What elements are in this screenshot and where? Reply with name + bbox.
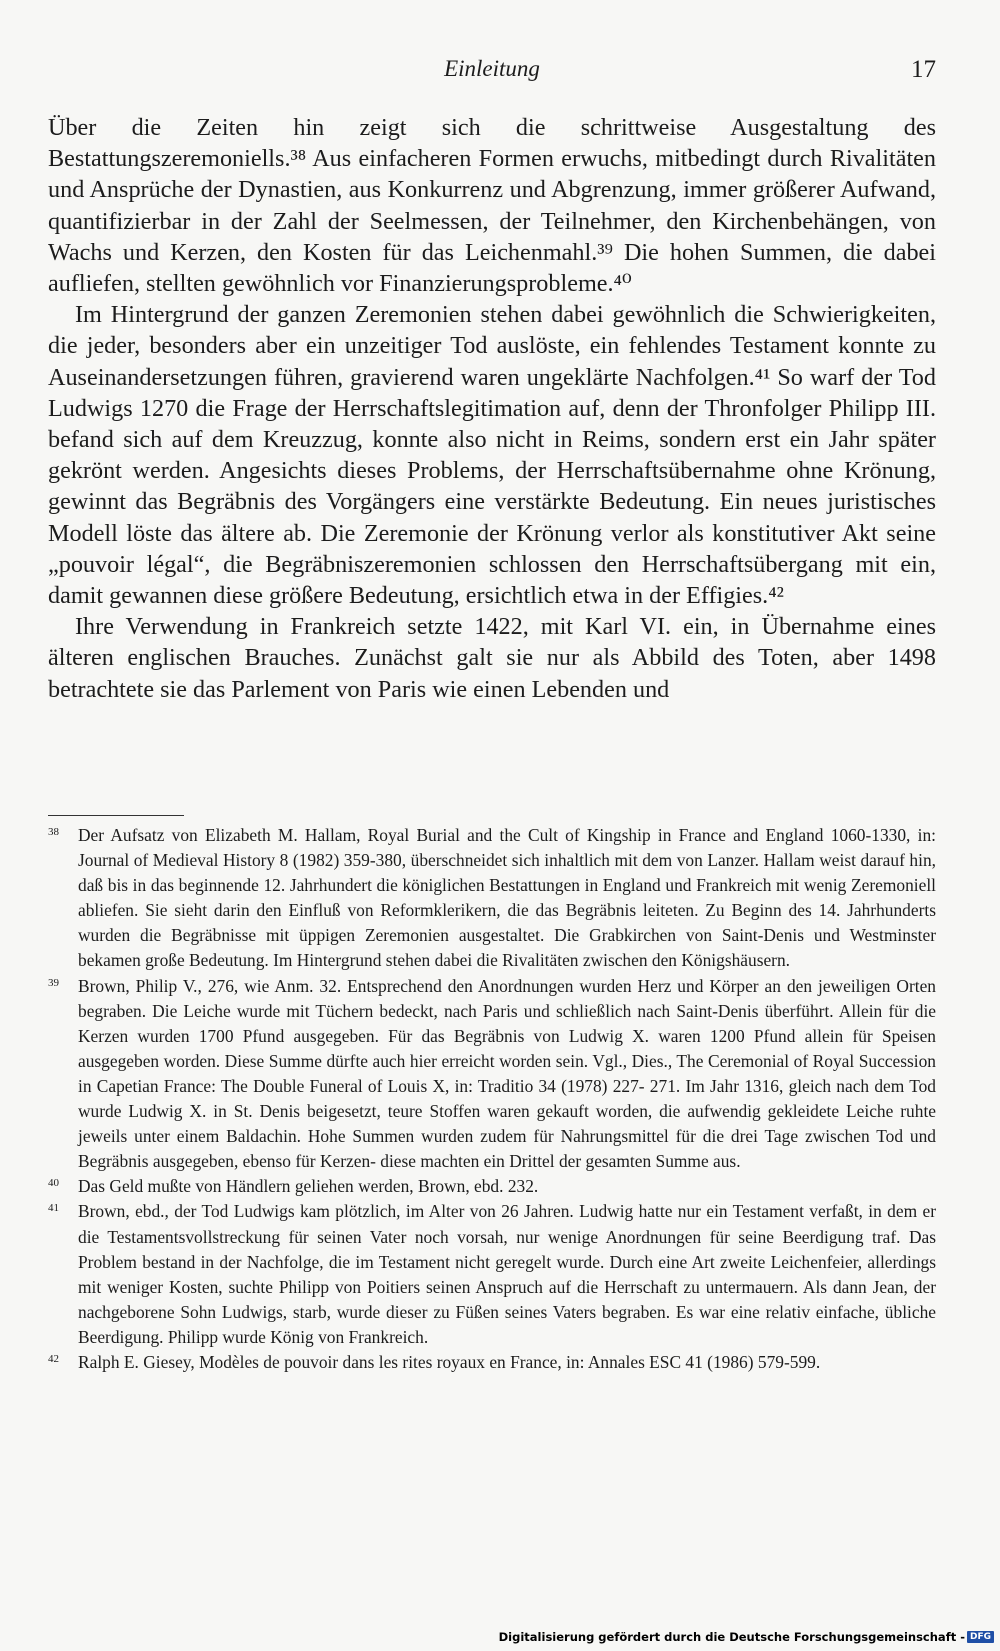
body-paragraph: Ihre Verwendung in Frankreich setzte 1422, mit Karl VI. ein, in Übernahme eines älteren englischen Brauches. Zunächst galt sie nur als Abbild des Toten, aber 1498 betrachtete sie das Parlement von Paris wie einen Lebenden und — [48, 613, 936, 703]
footnote-number: 41 — [48, 1202, 59, 1215]
running-head: Einleitung — [444, 56, 540, 81]
page-number: 17 — [911, 56, 936, 83]
digitization-note: Digitalisierung gefördert durch die Deutsche Forschungsgemeinschaft - — [498, 1630, 965, 1644]
footnote — [48, 1350, 936, 1375]
dfg-logo: DFG — [967, 1631, 994, 1643]
footnote-text: Ralph E. Giesey, Modèles de pouvoir dans les rites royaux en France, in: Annales ESC 41 (1986) 579-599. — [78, 1351, 821, 1372]
digitization-footer — [499, 1630, 994, 1644]
footnote — [48, 823, 936, 974]
footnote-text: Der Aufsatz von Elizabeth M. Hallam, Royal Burial and the Cult of Kingship in France and England 1060-1330, in: Journal of Medieval History 8 (1982) 359-380, überschneidet sich inhaltlich mit dem von Lanzer. Hallam weist darauf hin, daß bis in das beginnende 12. Jahrhundert die königlichen Bestattungen in England und Frankreich mit wenig Zeremoniell abliefen. Sie sieht darin den Einfluß von Reformklerikern, die das Begräbnis leiteten. Zu Beginn des 14. Jahrhunderts wurden die Begräbnisse mit üppigen Zeremonien ausgestaltet. Die Grabkirchen von Saint-Denis und Westminster bekamen große Bedeutung. Im Hintergrund stehen dabei die Rivalitäten zwischen den Königshäusern. — [78, 825, 936, 971]
footnote — [48, 1199, 936, 1350]
footnote-number: 39 — [48, 976, 59, 989]
footnote — [48, 1174, 936, 1199]
footnote — [48, 974, 936, 1175]
footnote-number: 42 — [48, 1352, 59, 1365]
footnote-text: Das Geld mußte von Händlern geliehen werden, Brown, ebd. 232. — [78, 1176, 539, 1197]
main-text — [48, 112, 936, 705]
body-paragraph: Im Hintergrund der ganzen Zeremonien stehen dabei gewöhnlich die Schwierigkeiten, die jeder, besonders aber ein unzeitiger Tod auslöste, ein fehlendes Testament konnte zu Auseinandersetzungen führen, gravierend waren ungeklärte Nachfolgen.⁴¹ So warf der Tod Ludwigs 1270 die Frage der Herrschaftslegitimation auf, denn der Thronfolger Philipp III. befand sich auf dem Kreuzzug, konnte also nicht in Reims, sondern erst ein Jahr später gekrönt werden. Angesichts dieses Problems, der Herrschaftsübernahme ohne Krönung, gewinnt das Begräbnis des Vorgängers eine verstärkte Bedeutung. Ein neues juristisches Modell löste das ältere ab. Die Zeremonie der Krönung verlor als konstitutiver Akt seine „pouvoir légal“, die Begräbniszeremonien schlossen den Herrschaftsübergang mit ein, damit gewannen diese größere Bedeutung, ersichtlich etwa in der Effigies.⁴² — [48, 301, 936, 610]
footnotes — [48, 823, 936, 1375]
footnote-text: Brown, ebd., der Tod Ludwigs kam plötzlich, im Alter von 26 Jahren. Ludwig hatte nur ein Testament verfaßt, in dem er die Testamentsvollstreckung für seinen Vater noch vorsah, nur wenige Anordnungen für seine Beerdigung traf. Das Problem bestand in der Nachfolge, die im Testament nicht geregelt wurde. Durch eine Art zweite Leichenfeier, allerdings mit weniger Kosten, suchte Philipp von Poitiers seinen Anspruch auf die Herrschaft zu untermauern. Als dann Jean, der nachgeborene Sohn Ludwigs, starb, wurde dieser zu Füßen seines Vaters begraben. Es war eine relativ einfache, übliche Beerdigung. Philipp wurde König von Frankreich. — [78, 1201, 936, 1347]
footnote-separator — [48, 815, 184, 816]
body-paragraph: Über die Zeiten hin zeigt sich die schrittweise Ausgestaltung des Bestattungszeremoniells.³⁸ Aus einfacheren Formen erwuchs, mitbedingt durch Rivalitäten und Ansprüche der Dynastien, aus Konkurrenz und Abgrenzung, immer größerer Aufwand, quantifizierbar in der Zahl der Seelmessen, der Teilnehmer, den Kirchenbehängen, von Wachs und Kerzen, den Kosten für das Leichenmahl.³⁹ Die hohen Summen, die dabei aufliefen, stellten gewöhnlich vor Finanzierungsprobleme.⁴⁰ — [48, 114, 936, 298]
page-header — [48, 56, 936, 90]
footnote-number: 40 — [48, 1177, 59, 1190]
footnote-text: Brown, Philip V., 276, wie Anm. 32. Entsprechend den Anordnungen wurden Herz und Körper an den jeweiligen Orten begraben. Die Leiche wurde mit Tüchern bedeckt, nach Paris und schließlich nach Saint-Denis überführt. Allein für die Kerzen wurden 1700 Pfund ausgegeben. Für das Begräbnis von Ludwig X. waren 1200 Pfund allein für Speisen ausgegeben worden. Diese Summe dürfte auch hier erreicht worden sein. Vgl., Dies., The Ceremonial of Royal Succession in Capetian France: The Double Funeral of Louis X, in: Traditio 34 (1978) 227- 271. Im Jahr 1316, gleich nach dem Tod wurde Ludwig X. in St. Denis beigesetzt, teure Stoffen waren gekauft worden, die aufwendig gekleidete Leiche ruhte jeweils unter einem Baldachin. Hohe Summen wurden zudem für Nahrungsmittel für die drei Tage zwischen Tod und Begräbnis ausgegeben, ebenso für Kerzen- diese machten ein Drittel der gesamten Summe aus. — [78, 975, 936, 1172]
footnote-number: 38 — [48, 826, 59, 838]
